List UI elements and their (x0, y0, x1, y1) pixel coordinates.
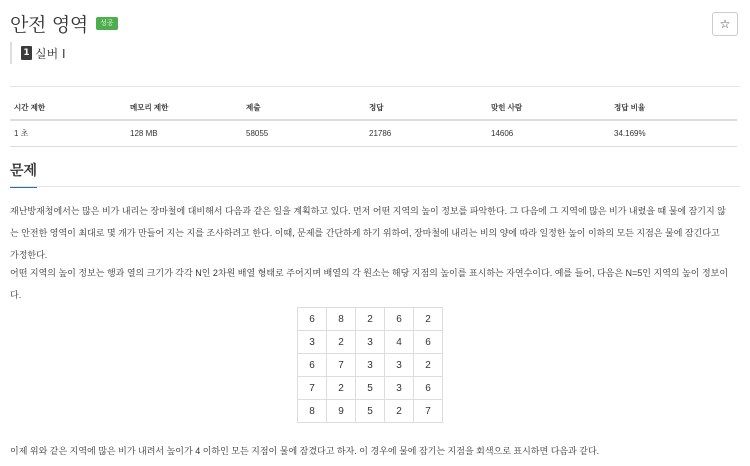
header-solved-users: 맞힌 사람 (487, 98, 610, 120)
header-memory-limit: 메모리 제한 (126, 98, 242, 120)
problem-info-table (10, 98, 737, 147)
grid-cell: 5 (356, 377, 385, 400)
divider (10, 86, 740, 87)
grid-cell: 3 (356, 354, 385, 377)
grid-cell: 6 (385, 308, 414, 331)
header-submissions: 제출 (242, 98, 365, 120)
time-limit-value: 1 초 (10, 120, 126, 146)
grid-cell: 3 (356, 331, 385, 354)
header-accepted: 정답 (365, 98, 487, 120)
table-header-row (10, 98, 737, 120)
section-title-problem: 문제 (10, 160, 37, 188)
status-badge: 성공 (96, 17, 118, 30)
grid-cell: 6 (298, 308, 327, 331)
grid-cell: 8 (298, 400, 327, 423)
grid-cell: 8 (327, 308, 356, 331)
grid-cell: 2 (414, 308, 443, 331)
problem-paragraph: 어떤 지역의 높이 정보는 행과 열의 크기가 각각 N인 2차원 배열 형태로 주어지며 배열의 각 원소는 해당 지점의 높이를 표시하는 자연수이다. 예를 들어, 다음은 N=5인 지역의 높이 정보이다. (10, 268, 729, 300)
grid-cell: 7 (327, 354, 356, 377)
grid-cell: 4 (385, 331, 414, 354)
table-row (10, 120, 737, 146)
header-time-limit: 시간 제한 (10, 98, 126, 120)
grid-cell: 2 (356, 308, 385, 331)
tier-indicator (10, 42, 66, 64)
height-grid (297, 307, 443, 423)
grid-cell: 3 (298, 331, 327, 354)
submissions-value[interactable]: 58055 (242, 120, 365, 146)
section-divider (10, 186, 740, 187)
grid-cell: 3 (385, 354, 414, 377)
grid-cell: 7 (414, 400, 443, 423)
grid-row (298, 377, 443, 400)
grid-cell: 3 (385, 377, 414, 400)
problem-paragraph: 이제 위와 같은 지역에 많은 비가 내려서 높이가 4 이하인 모든 지점이 물에 잠겼다고 하자. 이 경우에 물에 잠기는 지점을 회색으로 표시하면 다음과 같다. (10, 446, 600, 456)
grid-row (298, 308, 443, 331)
grid-cell: 5 (356, 400, 385, 423)
tier-icon: 1 (21, 46, 32, 60)
tier-label: 실버 I (35, 46, 66, 61)
problem-header (10, 10, 740, 70)
grid-row (298, 331, 443, 354)
grid-cell: 7 (298, 377, 327, 400)
memory-limit-value: 128 MB (126, 120, 242, 146)
grid-row (298, 354, 443, 377)
grid-row (298, 400, 443, 423)
accept-ratio-value: 34.169% (610, 120, 737, 146)
grid-cell: 2 (414, 354, 443, 377)
header-accept-ratio: 정답 비율 (610, 98, 737, 120)
accepted-value[interactable]: 21786 (365, 120, 487, 146)
grid-cell: 9 (327, 400, 356, 423)
problem-title: 안전 영역 (10, 14, 88, 36)
grid-cell: 6 (414, 377, 443, 400)
grid-cell: 6 (298, 354, 327, 377)
grid-cell: 2 (327, 377, 356, 400)
grid-cell: 2 (327, 331, 356, 354)
favorite-button[interactable] (712, 12, 738, 36)
solved-users-value[interactable]: 14606 (487, 120, 610, 146)
star-icon: ☆ (719, 17, 731, 31)
grid-cell: 2 (385, 400, 414, 423)
problem-paragraph: 재난방재청에서는 많은 비가 내리는 장마철에 대비해서 다음과 같은 일을 계획하고 있다. 먼저 어떤 지역의 높이 정보를 파악한다. 그 다음에 그 지역에 많은 비가 내렸을 때 물에 잠기지 않는 안전한 영역이 최대로 몇 개가 만들어 지는 지를 조사하려고 한다. 이때, 문제를 간단하게 하기 위하여, 장마철에 내리는 비의 양에 따라 일정한 높이 이하의 모든 지점은 물에 잠긴다고 가정한다. (10, 206, 726, 260)
grid-cell: 6 (414, 331, 443, 354)
